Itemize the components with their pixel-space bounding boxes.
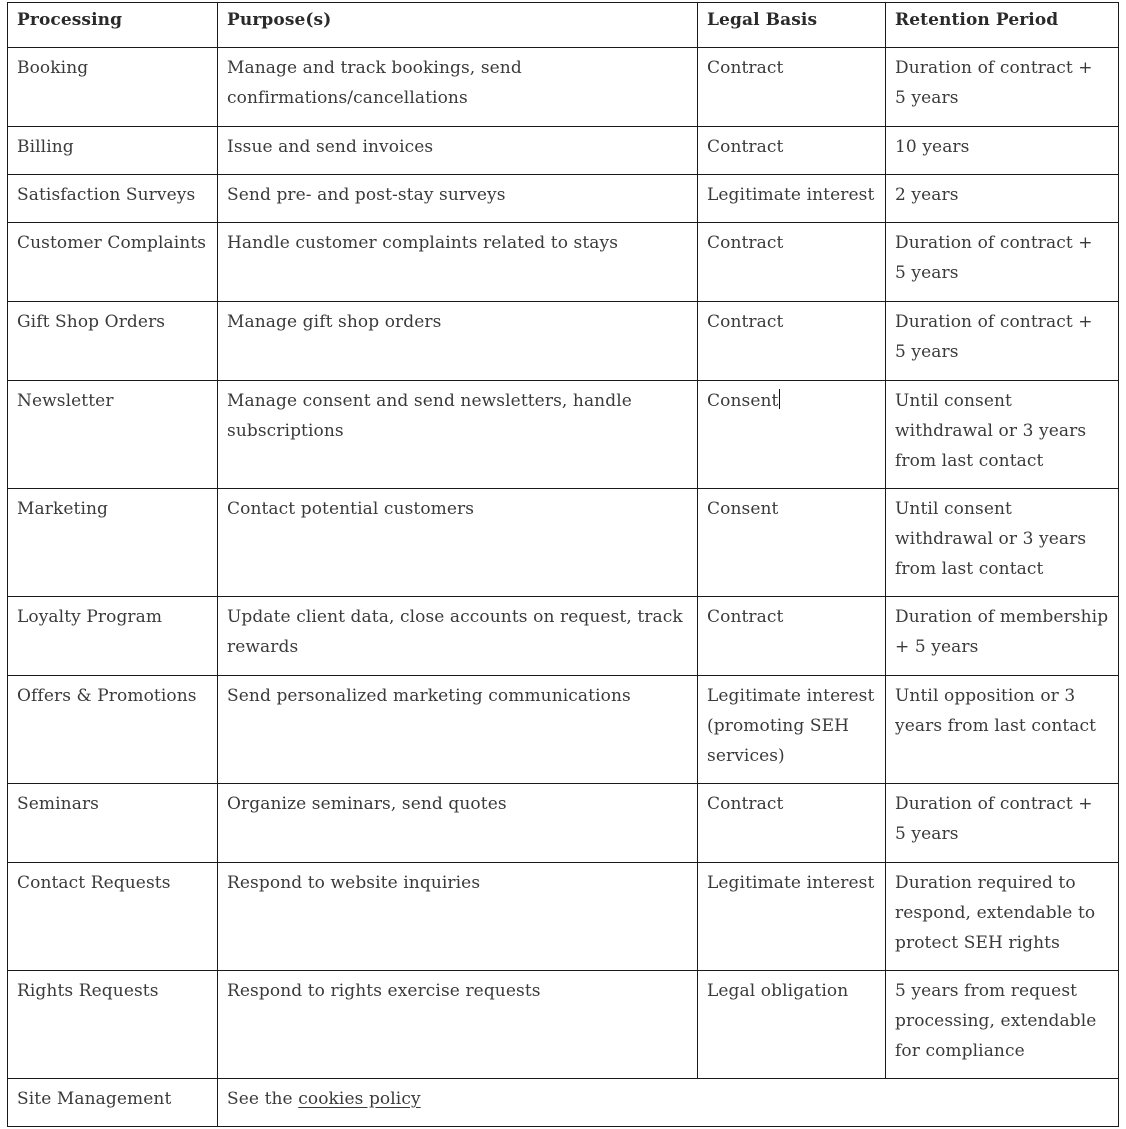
purpose-cell: Respond to website inquiries [218,863,698,971]
processing-cell: Offers & Promotions [8,676,218,784]
processing-cell: Contact Requests [8,863,218,971]
retention-cell: 10 years [886,127,1119,175]
legal-basis-text: Consent [707,391,779,411]
purpose-cell: Manage gift shop orders [218,302,698,381]
processing-cell: Billing [8,127,218,175]
processing-cell: Loyalty Program [8,597,218,676]
processing-cell: Customer Complaints [8,223,218,302]
legal-basis-cell[interactable] [698,381,886,489]
legal-basis-cell: Legitimate interest [698,175,886,223]
purpose-cell: Send pre- and post-stay surveys [218,175,698,223]
purpose-cell: Handle customer complaints related to stays [218,223,698,302]
processing-cell: Seminars [8,784,218,863]
table-row [8,302,1119,381]
retention-cell: Duration of contract + 5 years [886,784,1119,863]
text-cursor [779,389,780,409]
processing-cell: Marketing [8,489,218,597]
retention-cell: Duration of contract + 5 years [886,302,1119,381]
table-row [8,597,1119,676]
table-row [8,48,1119,127]
legal-basis-cell: Contract [698,597,886,676]
processing-cell: Gift Shop Orders [8,302,218,381]
purpose-cell: Issue and send invoices [218,127,698,175]
legal-basis-cell: Legitimate interest [698,863,886,971]
table-row [8,175,1119,223]
retention-table [7,2,1119,1127]
purpose-cell: Respond to rights exercise requests [218,971,698,1079]
processing-cell: Booking [8,48,218,127]
purpose-cell: Update client data, close accounts on request, track rewards [218,597,698,676]
purpose-cell [218,1079,1119,1127]
header-processing: Processing [8,3,218,48]
purpose-cell: Contact potential customers [218,489,698,597]
legal-basis-cell: Contract [698,223,886,302]
purpose-cell: Organize seminars, send quotes [218,784,698,863]
legal-basis-cell: Contract [698,784,886,863]
see-the-text: See the [227,1089,293,1109]
table-row [8,127,1119,175]
retention-cell: Duration of contract + 5 years [886,48,1119,127]
table-row [8,1079,1119,1127]
cookies-policy-link[interactable]: cookies policy [298,1089,421,1109]
processing-cell: Rights Requests [8,971,218,1079]
legal-basis-cell: Legal obligation [698,971,886,1079]
purpose-cell: Manage consent and send newsletters, handle subscriptions [218,381,698,489]
table-row [8,863,1119,971]
retention-cell: Until consent withdrawal or 3 years from last contact [886,489,1119,597]
header-purposes: Purpose(s) [218,3,698,48]
table-row [8,971,1119,1079]
table-row [8,676,1119,784]
retention-cell: Duration of contract + 5 years [886,223,1119,302]
table-row [8,784,1119,863]
purpose-cell: Send personalized marketing communications [218,676,698,784]
legal-basis-cell: Legitimate interest (promoting SEH services) [698,676,886,784]
header-legal-basis: Legal Basis [698,3,886,48]
retention-cell: 5 years from request processing, extendable for compliance [886,971,1119,1079]
retention-cell: Duration required to respond, extendable to protect SEH rights [886,863,1119,971]
retention-cell: Until opposition or 3 years from last contact [886,676,1119,784]
processing-cell: Site Management [8,1079,218,1127]
processing-cell: Newsletter [8,381,218,489]
legal-basis-cell: Contract [698,127,886,175]
table-row [8,489,1119,597]
processing-cell: Satisfaction Surveys [8,175,218,223]
legal-basis-cell: Contract [698,302,886,381]
table-row [8,381,1119,489]
retention-cell: Duration of membership + 5 years [886,597,1119,676]
header-row [8,3,1119,48]
table-row [8,223,1119,302]
legal-basis-cell: Consent [698,489,886,597]
legal-basis-cell: Contract [698,48,886,127]
header-retention-period: Retention Period [886,3,1119,48]
purpose-cell: Manage and track bookings, send confirmations/cancellations [218,48,698,127]
retention-cell: Until consent withdrawal or 3 years from last contact [886,381,1119,489]
retention-cell: 2 years [886,175,1119,223]
